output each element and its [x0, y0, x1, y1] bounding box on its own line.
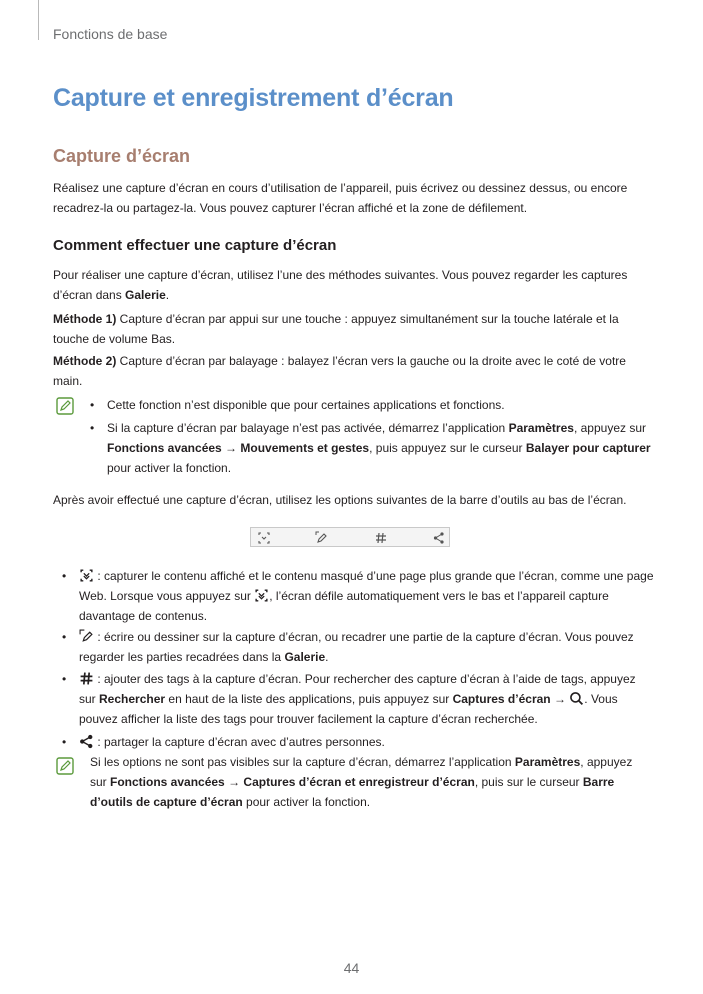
bold-run: Galerie — [284, 650, 326, 664]
search-icon — [569, 691, 584, 706]
option-tag-text — [79, 669, 654, 729]
page-number: 44 — [343, 960, 360, 976]
note-2-text — [90, 752, 650, 812]
arrow-run: → — [221, 441, 241, 455]
capture-toolbar — [250, 527, 450, 547]
intro-paragraph: Réalisez une capture d’écran en cours d’utilisation de l’appareil, puis écrivez ou dessinez dessus, ou encore recadrez-la ou partagez-la. Vous pouvez capturer l’écran affiché et la zone de défilement. — [53, 181, 628, 215]
how-intro — [53, 265, 653, 305]
note-1-bullet-1-text: Cette fonction n’est disponible que pour certaines applications et fonctions. — [107, 398, 505, 412]
text-run: pour activer la fonction. — [242, 795, 371, 809]
bullet-dot: • — [62, 630, 67, 644]
share-icon — [432, 531, 446, 545]
text-run: . Vous pouvez afficher la liste des tags pour trouver facilement la capture d’écran recherchée. — [79, 692, 618, 726]
tag-icon — [374, 531, 388, 545]
how-intro-end: . — [165, 288, 170, 302]
text-run: Si la capture d’écran par balayage n’est pas activée, démarrez l’application — [107, 421, 509, 435]
text-run: , l’écran défile automatiquement vers le bas et l’appareil capture davantage de contenus. — [79, 589, 609, 623]
tag-icon — [79, 671, 94, 686]
note-pencil-icon — [56, 757, 74, 775]
text-run: en haut de la liste des applications, puis appuyez sur — [165, 692, 453, 706]
bold-run: Fonctions avancées — [110, 775, 225, 789]
bullet-dot: • — [62, 569, 67, 583]
bullet-dot: • — [90, 398, 95, 412]
section-header: Fonctions de base — [53, 26, 168, 42]
text-run: , puis sur le curseur — [474, 775, 583, 789]
share-icon — [79, 734, 94, 749]
bold-run: Balayer pour capturer — [525, 441, 651, 455]
scroll-capture-icon — [79, 568, 94, 583]
text-run: , puis appuyez sur le curseur — [369, 441, 526, 455]
section-title: Capture d’écran — [53, 146, 191, 166]
note-1-bullet-2 — [90, 418, 654, 478]
method-2 — [53, 351, 653, 391]
arrow-run: → — [224, 775, 244, 789]
page-title: Capture et enregistrement d’écran — [53, 84, 454, 112]
note-1-bullet-1 — [90, 395, 654, 415]
text-run: Si les options ne sont pas visibles sur la capture d’écran, démarrez l’application — [90, 755, 515, 769]
method-1-label: Méthode 1) — [53, 312, 117, 326]
option-scroll-capture-text — [79, 566, 654, 626]
bold-run: Captures d’écran et enregistreur d’écran — [243, 775, 475, 789]
arrow-run: → — [550, 692, 570, 706]
scroll-capture-icon — [254, 588, 269, 603]
bold-run: Paramètres — [508, 421, 574, 435]
bold-run: Barre d’outils de capture d’écran — [90, 775, 615, 809]
option-share — [62, 732, 654, 752]
text-run: : capturer le contenu affiché et le contenu masqué d’une page plus grande que l’écran, comme une page Web. Lorsque vous appuyez sur — [79, 569, 654, 603]
header-rule — [38, 0, 39, 40]
method-1-text: Capture d’écran par appui sur une touche : appuyez simultanément sur la touche latérale et la touche de volume Bas. — [53, 312, 619, 346]
bold-run: Captures d’écran — [452, 692, 551, 706]
text-run: , appuyez sur — [573, 421, 646, 435]
option-scroll-capture — [62, 566, 654, 626]
method-1 — [53, 309, 653, 349]
bullet-dot: • — [62, 735, 67, 749]
after-paragraph: Après avoir effectué une capture d’écran, utilisez les options suivantes de la barre d’outils au bas de l’écran. — [53, 493, 627, 507]
text-run: : partager la capture d’écran avec d’autres personnes. — [94, 735, 385, 749]
draw-icon — [315, 531, 329, 545]
galerie-bold: Galerie — [125, 288, 166, 302]
bold-run: Rechercher — [99, 692, 166, 706]
option-draw-text — [79, 627, 654, 667]
text-run: . — [325, 650, 329, 664]
how-intro-text: Pour réaliser une capture d’écran, utilisez l’une des méthodes suivantes. Vous pouvez regarder les captures d’écran dans — [53, 268, 628, 302]
bold-run: Fonctions avancées — [107, 441, 222, 455]
bold-run: Mouvements et gestes — [240, 441, 370, 455]
option-draw — [62, 627, 654, 667]
option-tag — [62, 669, 654, 729]
text-run: , appuyez sur — [90, 755, 633, 789]
method-2-text: Capture d’écran par balayage : balayez l’écran vers la gauche ou la droite avec le coté de votre main. — [53, 354, 626, 388]
method-2-label: Méthode 2) — [53, 354, 117, 368]
text-run: : écrire ou dessiner sur la capture d’écran, ou recadrer une partie de la capture d’écran. Vous pouvez regarder les parties recadrées dans la — [79, 630, 634, 664]
text-run: : ajouter des tags à la capture d’écran. Pour rechercher des capture d’écran à l’aide de tags, appuyez sur — [79, 672, 636, 706]
note-pencil-icon — [56, 397, 74, 415]
text-run: pour activer la fonction. — [107, 461, 232, 475]
note-1-bullet-2-text — [107, 418, 654, 478]
option-share-text — [79, 732, 654, 752]
bullet-dot: • — [62, 672, 67, 686]
how-heading: Comment effectuer une capture d’écran — [53, 237, 337, 254]
draw-icon — [79, 629, 94, 644]
bullet-dot: • — [90, 421, 95, 435]
scroll-capture-icon — [257, 531, 271, 545]
bold-run: Paramètres — [514, 755, 581, 769]
